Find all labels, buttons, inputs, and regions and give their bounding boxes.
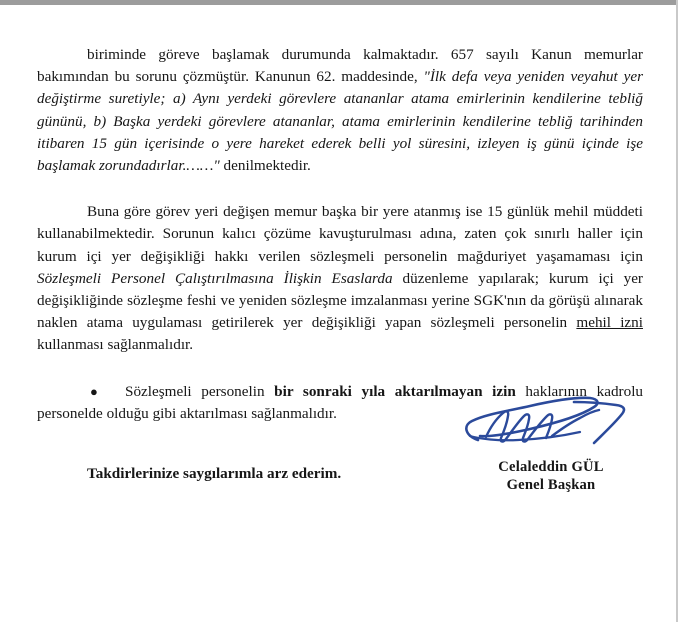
- paragraph-2-part-1: Buna göre görev yeri değişen memur başka bir yere atanmış ise 15 günlük mehil müddeti kullanabilmektedir. Sorunun kalıcı çözüme kavuşturulması adına, zaten çok sınırlı haller için kurum içi yer değişikliği hakkı verilen sözleşmeli personelin mağduriyet yaşamaması için: [37, 203, 643, 265]
- spacer-after-paragraph-1: [37, 177, 643, 201]
- spacer-after-paragraph-2: [37, 357, 643, 381]
- paragraph-3-part-2: haklarının kadrolu personelde olduğu gibi aktarılması sağlanmalıdır.: [37, 382, 644, 422]
- signer-title: Genel Başkan: [506, 477, 596, 493]
- paragraph-3-bold-emphasis: bir sonraki yıla aktarılmayan izin: [274, 382, 516, 400]
- paragraph-2-italic-regulation: Sözleşmeli Personel Çalıştırılmasına İlişkin Esaslarda: [37, 269, 393, 287]
- paragraph-2-part-3: kullanması sağlanmalıdır.: [37, 336, 194, 354]
- paragraph-law-reference: [37, 44, 643, 177]
- signature-block: [437, 392, 665, 494]
- signer-name: Celaleddin GÜL: [498, 459, 604, 475]
- handwritten-signature-icon: [456, 392, 646, 454]
- page-top-rule: [0, 0, 678, 5]
- paragraph-1-lead: biriminde göreve başlamak durumunda kalmaktadır. 657 sayılı Kanun memurlar bakımından bu sorunu çözmüştür. Kanunun 62. maddesinde,: [37, 46, 643, 86]
- closing-salutation: Takdirlerinize saygılarımla arz ederim.: [87, 465, 342, 483]
- paragraph-mehil-izni: [37, 201, 643, 356]
- paragraph-2-underlined-term: mehil izni: [576, 314, 643, 332]
- bullet-icon: ●: [90, 383, 98, 399]
- paragraph-2-part-2: düzenleme yapılarak; kurum içi yer değişikliğinde sözleşme feshi ve yeniden sözleşme imzalanması yerine SGK'nın da görüşü alınarak naklen atama uygulaması getirilerek yer değişikliği yapan sözleşmeli personelin: [37, 269, 643, 332]
- paragraph-3-part-1: Sözleşmeli personelin: [125, 382, 275, 400]
- paragraph-1-tail: denilmektedir.: [219, 157, 311, 175]
- paragraph-1-law-quote: "İlk defa veya yeniden veyahut yer değiştirme suretiyle; a) Aynı yerdeki görevlere atananlar atama emirlerinin kendilerine tebliğ gününü, b) Başka yerdeki görevlere atananlar, atama emirlerinin kendilerine tebliğ tarihinden itibaren 15 gün içerisinde o yere hareket ederek belli yol süresini, izleyen iş günü içinde işe başlamak zorundadırlar.……": [37, 68, 643, 175]
